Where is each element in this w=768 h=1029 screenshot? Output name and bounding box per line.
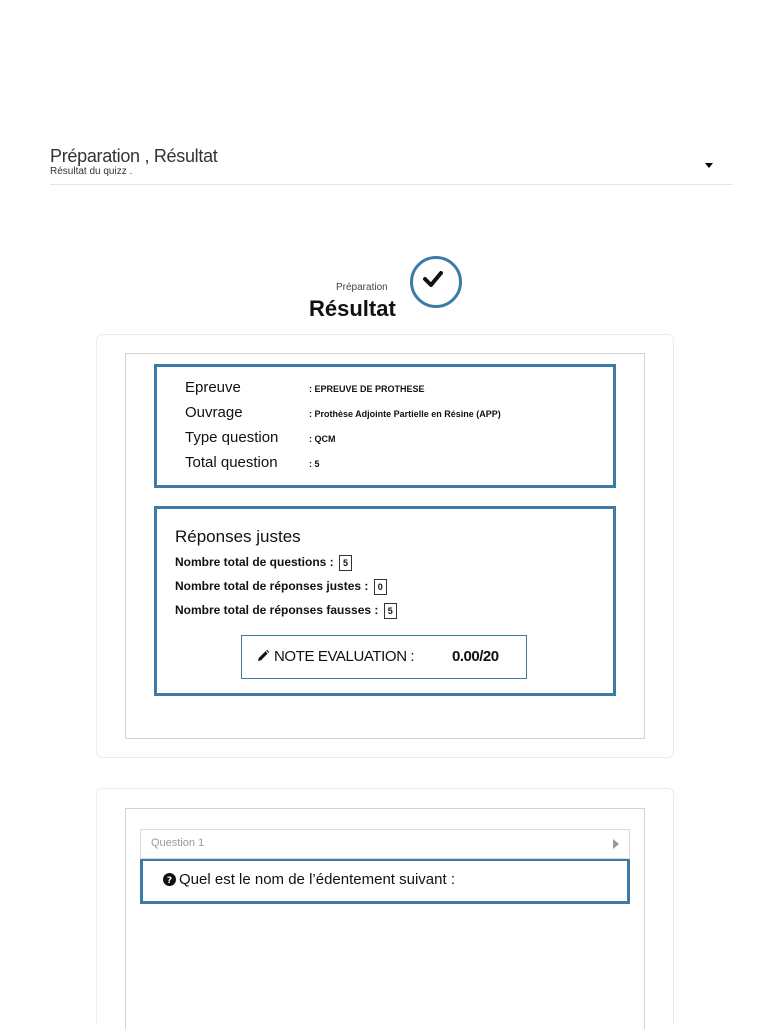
note-score: 0.00/20 [452, 648, 499, 665]
summary-card [96, 334, 674, 758]
info-label-ouvrage: Ouvrage [185, 404, 243, 421]
responses-title: Réponses justes [175, 527, 301, 546]
info-value-epreuve: : EPREUVE DE PROTHESE [309, 384, 425, 394]
info-label-type: Type question [185, 429, 279, 446]
hero-heading: Résultat [309, 296, 396, 321]
svg-text:?: ? [166, 876, 173, 886]
question-number: Question 1 [151, 837, 205, 849]
info-label-epreuve: Epreuve [185, 379, 241, 396]
dropdown-caret-icon[interactable] [705, 163, 713, 168]
page-subtitle: Résultat du quizz . [50, 166, 133, 177]
wrong-answers-value: 5 [384, 603, 397, 619]
evaluation-note-box [241, 635, 527, 679]
summary-inner-panel [125, 353, 645, 739]
info-value-ouvrage: : Prothèse Adjointe Partielle en Résine (APP) [309, 409, 501, 419]
hero-small-label: Préparation [336, 282, 388, 293]
page-header [50, 146, 733, 185]
total-questions-line [175, 555, 352, 571]
quiz-info-box [154, 364, 616, 488]
total-questions-label: Nombre total de questions : [175, 555, 334, 570]
result-hero [0, 256, 768, 326]
check-circle-icon [410, 256, 462, 308]
info-value-type: : QCM [309, 434, 336, 444]
question-card [96, 788, 674, 1025]
question-body [140, 859, 630, 904]
total-questions-value: 5 [339, 555, 352, 571]
responses-box [154, 506, 616, 696]
info-label-total: Total question [185, 454, 278, 471]
wrong-answers-label: Nombre total de réponses fausses : [175, 603, 379, 618]
expand-arrow-icon[interactable] [613, 839, 619, 849]
question-text: Quel est le nom de l’édentement suivant : [179, 871, 455, 888]
question-inner-panel [125, 808, 645, 1029]
correct-answers-line [175, 579, 387, 595]
pencil-icon [256, 649, 270, 668]
page-title: Préparation , Résultat [50, 146, 218, 166]
note-label: NOTE EVALUATION : [274, 648, 415, 665]
question-circle-icon [163, 873, 176, 891]
correct-answers-value: 0 [374, 579, 387, 595]
info-value-total: : 5 [309, 459, 320, 469]
question-header[interactable] [140, 829, 630, 859]
correct-answers-label: Nombre total de réponses justes : [175, 579, 369, 594]
wrong-answers-line [175, 603, 397, 619]
